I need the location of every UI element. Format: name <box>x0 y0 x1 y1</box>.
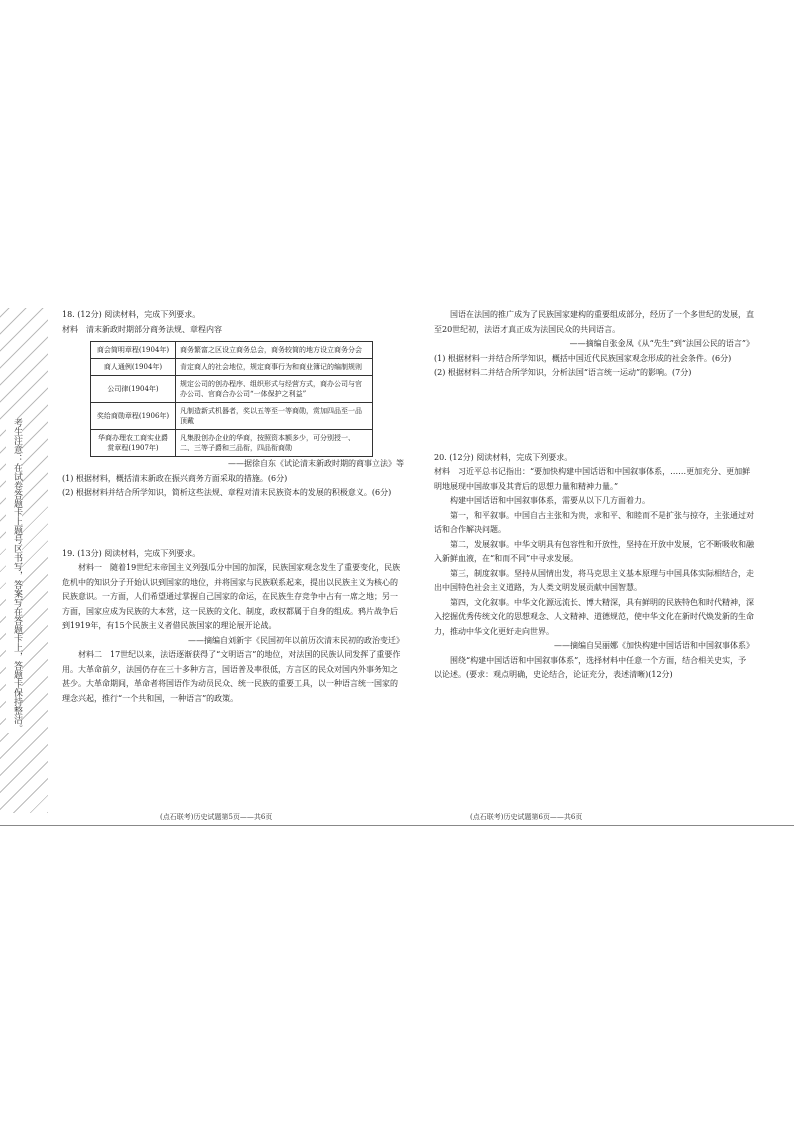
q18-table-row <box>91 342 373 359</box>
q18-table-row <box>91 359 373 376</box>
q20-para0: 构建中国话语和中国叙事体系，需要从以下几方面着力。 <box>450 496 650 505</box>
q20-para2: 第二，发展叙事。中华文明具有包容性和开放性，坚持在开放中发展，它不断吸收和融入新鲜血液，在“和而不同”中寻求发展。 <box>434 539 754 563</box>
q19-material1-source: ——摘编自刘新宇《民国初年以前历次清末民初的政治变迁》 <box>188 635 404 645</box>
q18-row-content: 肯定商人的社会地位，规定商事行为和商业簿记的编制规则 <box>176 359 373 376</box>
q20-para4: 第四，文化叙事。中华文化源远流长、博大精深，具有鲜明的民族特色和时代精神，深入挖掘优秀传统文化的思想观念、人文精神、道德规范，使中华文化在新时代焕发新的生命力，推动中华文化更好走向世界。 <box>434 597 754 636</box>
q19-material2-source: ——摘编自张金凤《从“先生”到“法国公民的语言”》 <box>569 339 754 348</box>
q19-material2-cont: 国语在法国的推广成为了民族国家建构的重要组成部分，经历了一个多世纪的发展，直至20世纪初，法语才真正成为法国民众的共同语言。 <box>434 310 754 334</box>
binding-margin <box>0 308 48 813</box>
exam-spread <box>0 308 794 821</box>
q18-row-regulation: 公司律(1904年) <box>91 376 176 403</box>
q19-sub2: (2) 根据材料二并结合所学知识，分析法国“语言统一运动”的影响。(7分) <box>434 368 692 377</box>
q20-para1: 第一，和平叙事。中国自古主张和为贵，求和平、和睦而不是扩张与掠夺，主张通过对话和合作解决问题。 <box>434 510 754 534</box>
q19-sub1: (1) 根据材料一并结合所学知识，概括中国近代民族国家观念形成的社会条件。(6分) <box>434 353 732 363</box>
q20-stem: 20. (12分) 阅读材料，完成下列要求。 <box>434 452 573 462</box>
q20-para3: 第三，制度叙事。坚持从国情出发，将马克思主义基本原理与中国具体实际相结合，走出中国特色社会主义道路，为人类文明发展贡献中国智慧。 <box>434 568 754 592</box>
q18-table-row <box>91 403 373 430</box>
q18-row-content: 规定公司的创办程序、组织形式与经营方式，商办公司与官办公司、官商合办公司“一体保护之利益” <box>176 376 373 403</box>
q20-task: 围绕“构建中国话语和中国叙事体系”，选择材料中任意一个方面，结合相关史实，予以论述。(要求：观点明确，史论结合，论证充分，表述清晰)(12分) <box>434 655 747 679</box>
q18-row-regulation: 商人通例(1904年) <box>91 359 176 376</box>
margin-note: 考生注意：在试卷答题卡上题号区书写，答案写在答题卡上，答题卡保持整洁。 <box>6 418 22 733</box>
q18-row-regulation: 商会简明章程(1904年) <box>91 342 176 359</box>
left-page <box>62 308 404 706</box>
page5-footer: (点石联考)历史试题第5页——共6页 <box>160 813 273 821</box>
q20-source: ——摘编自吴丽娜《加快构建中国话语和中国叙事体系》 <box>554 641 754 650</box>
q19-stem: 19. (13分) 阅读材料，完成下列要求。 <box>62 548 201 558</box>
q18-material-intro: 材料 清末新政时期部分商务法规、章程内容 <box>62 324 222 334</box>
q20-material-intro: 材料 习近平总书记指出：“要加快构建中国话语和中国叙事体系，……更加充分、更加鲜明地展现中国故事及其背后的思想力量和精神力量。” <box>434 467 751 491</box>
q18-table-row <box>91 430 373 457</box>
q18-material-table <box>90 341 373 457</box>
q19-material2: 材料二 17世纪以来，法语逐渐获得了“文明语言”的地位，对法国的民族认同发挥了重要作用。大革命前夕，法国仍存在三十多种方言，国语普及率很低，方言区的民众对国内外事务知之甚少。大革命期间，革命者将国语作为动员民众、统一民族的重要工具，以一种语言统一国家的理念兴起，推行“一个共和国，一种语言”的政策。 <box>62 650 401 703</box>
q18-row-content: 商务繁富之区设立商务总会，商务较简的地方设立商务分会 <box>176 342 373 359</box>
q18-row-regulation: 奖给商勋章程(1906年) <box>91 403 176 430</box>
q18-sub1: (1) 根据材料，概括清末新政在振兴商务方面采取的措施。(6分) <box>62 473 288 483</box>
right-page <box>434 308 754 683</box>
q18-source: ——据徐自东《试论清末新政时期的商事立法》等 <box>228 459 404 468</box>
bottom-rule <box>0 825 794 826</box>
q18-sub2: (2) 根据材料并结合所学知识，简析这些法规、章程对清末民族资本的发展的积极意义。(6分) <box>62 488 392 497</box>
q19-material1: 材料一 随着19世纪末帝国主义列强瓜分中国的加深，民族国家观念发生了重要变化，民族危机中的知识分子开始认识到国家的地位，并将国家与民族联系起来，提出以民族主义为核心的民族意识。一方面，人们希望通过掌握自己国家的命运，在民族生存竞争中占有一席之地；另一方面，国家应成为民族的大本营，这一民族的文化、制度，政权都属于自身的组成。鸦片战争后到1919年，有15个民族主义者借民族国家的理论展开论战。 <box>62 563 401 630</box>
q18-table-row <box>91 376 373 403</box>
q18-stem: 18. (12分) 阅读材料，完成下列要求。 <box>62 310 201 319</box>
q18-row-regulation: 华商办理农工商实业爵赏章程(1907年) <box>91 430 176 457</box>
page6-footer: (点石联考)历史试题第6页——共6页 <box>470 813 583 821</box>
q18-row-content: 凡集股创办企业的华商，按照资本额多少，可分别授一、二、三等子爵和三品衔，四品衔商勋 <box>176 430 373 457</box>
q18-row-content: 凡制造新式机器者，奖以五等至一等商勋，赏加四品至一品顶戴 <box>176 403 373 430</box>
